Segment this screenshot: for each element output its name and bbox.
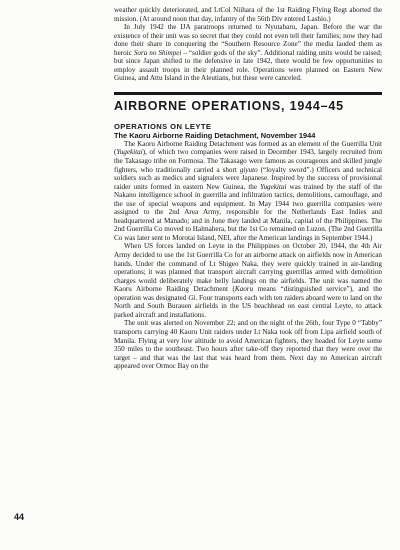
body-paragraph-2: When US forces landed on Leyte in the Philippines on October 20, 1944, the 4th Air Army decided to use the 1st Guerrilla Co for an airborne attack on airfields now in American hands. Under the command of Lt Shigeo Naka, they were quickly trained in air-landing operations; it was planned that transport aircraft carrying guerrillas armed with demolition charges would deliberately make belly landings on the airfields. The unit was named the Kaoru Airborne Raiding Detachment (Kaoru means “distinguished service”), and the operation was designated Gi. Four transports each with ten raiders aboard were to land on the North and South Burauen airfields in the US beachhead on east central Leyte, to attack parked aircraft and installations. [114,242,383,319]
intro-paragraph-1: weather quickly deteriorated, and LtCol Niihara of the 1st Raiding Flying Regt aborted the mission. (At around noon that day, infantry of the 56th Div entered Lashio.) [114,6,382,23]
intro-paragraph-2: In July 1942 the IJA paratroops returned to Nyutabaru, Japan. Before the war the existence of their unit was so secret that they could not even tell their families; now they had done their share in conquering the “Southern Resource Zone” the media lauded them as heroic Sora no Shimpei – “soldier gods of the sky”. Additional raiding units would be raised; but since Japan shifted to the defensive in late 1942, there would be few opportunities to employ assault troops in their planned role. Operations were planned on Eastern New Guinea, and Attu Island in the Aleutians, but these were canceled. [114,23,382,83]
body-paragraph-1: The Kaoru Airborne Raiding Detachment was formed as an element of the Guerrilla Unit (Yugekitai), of which two companies were raised in December 1943, largely recruited from the Takasago tribe on Formosa. The Takasago were famous as courageous and skilled jungle fighters, who traditionally carried a short giyuto (“loyalty sword”.) Officers and technical soldiers such as medics and signalers were Japanese. Inspired by the success of provisional raider units formed in eastern New Guinea, the Yugekitai was trained by the staff of the Nakano intelligence school in guerrilla and infiltration tactics, demolitions, camouflage, and the use of special weapons and equipment. In May 1944 two guerrilla companies were assigned to the 2nd Area Army, responsible for the Netherlands East Indies and headquartered at Manado; and in June they landed at Manila, capital of the Philippines. The 2nd Guerrilla Co moved to Halmahera, but the 1st Co remained on Luzon. (The 2nd Guerrilla Co was later sent to Morotai Island, NEI, after the American landings in September 1944.) [114,139,382,242]
page-number: 44 [14,512,25,522]
subsection-title: OPERATIONS ON LEYTE [114,121,212,131]
body-paragraph-3: The unit was alerted on November 22; and on the night of the 26th, four Type 0 “Tabby” transports carrying 40 Kaoru Unit raiders under Lt Naka took off from Lipa airfield south of Manila. Flying at very low altitude to avoid American fighters, they headed for Leyte some 350 miles to the southeast. Two hours after take-off they reported that they were over the target – and that was the last that was heard from them. Next day no American aircraft appeared over Ormoc Bay on the [114,319,382,371]
subsubsection-title: The Kaoru Airborne Raiding Detachment, November 1944 [114,130,316,140]
text-column [114,6,382,371]
section-rule [114,92,382,95]
section-title: AIRBORNE OPERATIONS, 1944–45 [114,98,344,113]
